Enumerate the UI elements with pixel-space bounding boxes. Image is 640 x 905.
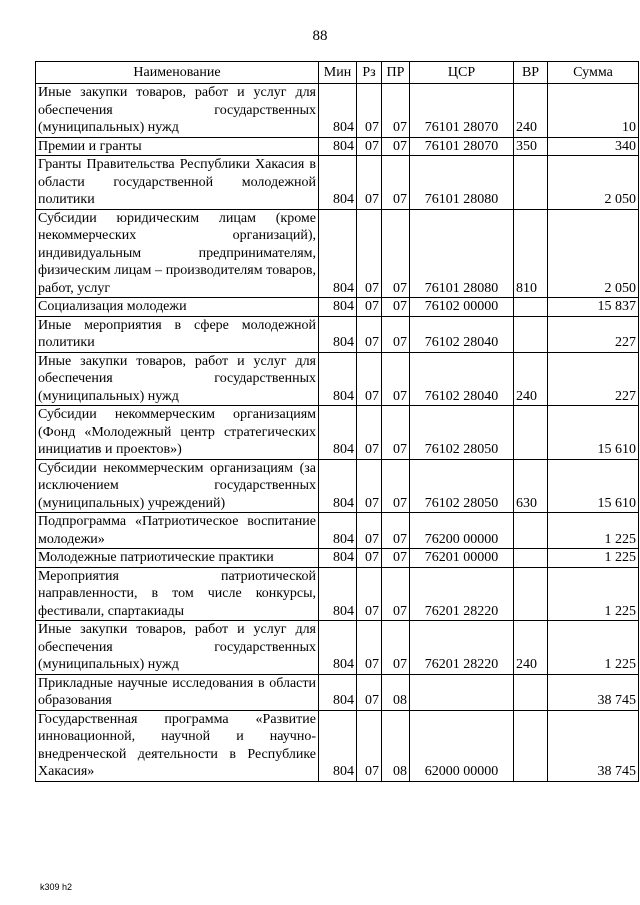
cell-csr: 76102 28050: [410, 459, 514, 513]
cell-name: Премии и гранты: [36, 137, 319, 156]
cell-min: 804: [319, 567, 357, 621]
page-number: 88: [312, 28, 328, 44]
table-row: [36, 352, 639, 406]
cell-csr: 76101 28070: [410, 137, 514, 156]
cell-pr: 07: [382, 316, 410, 352]
cell-pr: 07: [382, 137, 410, 156]
cell-pr: 07: [382, 513, 410, 549]
cell-pr: 07: [382, 84, 410, 138]
cell-vr: [514, 406, 548, 460]
cell-rz: 07: [357, 406, 382, 460]
header-rz: Рз: [357, 62, 382, 84]
cell-rz: 07: [357, 137, 382, 156]
cell-name: Иные закупки товаров, работ и услуг для обеспечения государственных (муниципальных) нужд: [36, 84, 319, 138]
table-row: [36, 674, 639, 710]
table-row: [36, 137, 639, 156]
table-row: [36, 567, 639, 621]
table-row: [36, 156, 639, 210]
cell-vr: 240: [514, 352, 548, 406]
cell-min: 804: [319, 209, 357, 298]
cell-csr: 62000 00000: [410, 710, 514, 781]
cell-sum: 15 610: [548, 459, 639, 513]
cell-rz: 07: [357, 549, 382, 568]
cell-min: 804: [319, 298, 357, 317]
cell-min: 804: [319, 316, 357, 352]
cell-csr: 76200 00000: [410, 513, 514, 549]
cell-rz: 07: [357, 352, 382, 406]
cell-sum: 15 610: [548, 406, 639, 460]
cell-rz: 07: [357, 209, 382, 298]
cell-csr: 76201 28220: [410, 567, 514, 621]
cell-rz: 07: [357, 567, 382, 621]
footer-code: k309 h2: [40, 882, 73, 892]
cell-vr: 810: [514, 209, 548, 298]
table-row: [36, 459, 639, 513]
cell-min: 804: [319, 84, 357, 138]
cell-rz: 07: [357, 459, 382, 513]
cell-vr: [514, 567, 548, 621]
cell-sum: 2 050: [548, 156, 639, 210]
cell-sum: 227: [548, 316, 639, 352]
cell-vr: [514, 316, 548, 352]
cell-pr: 07: [382, 298, 410, 317]
header-vr: ВР: [514, 62, 548, 84]
table-row: [36, 406, 639, 460]
cell-pr: 08: [382, 710, 410, 781]
header-sum: Сумма: [548, 62, 639, 84]
cell-rz: 07: [357, 298, 382, 317]
table-row: [36, 549, 639, 568]
cell-vr: [514, 298, 548, 317]
cell-sum: 1 225: [548, 513, 639, 549]
cell-vr: 630: [514, 459, 548, 513]
cell-name: Иные закупки товаров, работ и услуг для обеспечения государственных (муниципальных) нужд: [36, 621, 319, 675]
cell-csr: 76101 28080: [410, 156, 514, 210]
cell-rz: 07: [357, 84, 382, 138]
cell-min: 804: [319, 549, 357, 568]
cell-pr: 07: [382, 156, 410, 210]
table-body: [36, 84, 639, 782]
cell-vr: [514, 513, 548, 549]
cell-vr: [514, 674, 548, 710]
table-row: [36, 513, 639, 549]
header-csr: ЦСР: [410, 62, 514, 84]
header-min: Мин: [319, 62, 357, 84]
cell-name: Прикладные научные исследования в области образования: [36, 674, 319, 710]
cell-min: 804: [319, 156, 357, 210]
cell-min: 804: [319, 137, 357, 156]
cell-rz: 07: [357, 156, 382, 210]
cell-name: Субсидии некоммерческим организациям (Фонд «Молодежный центр стратегических инициатив и проектов»): [36, 406, 319, 460]
table-row: [36, 710, 639, 781]
cell-name: Социализация молодежи: [36, 298, 319, 317]
cell-csr: 76101 28070: [410, 84, 514, 138]
cell-pr: 07: [382, 567, 410, 621]
cell-vr: 350: [514, 137, 548, 156]
cell-name: Подпрограмма «Патриотическое воспитание молодежи»: [36, 513, 319, 549]
cell-name: Гранты Правительства Республики Хакасия в области государственной молодежной политики: [36, 156, 319, 210]
cell-vr: [514, 710, 548, 781]
cell-pr: 08: [382, 674, 410, 710]
cell-pr: 07: [382, 621, 410, 675]
cell-rz: 07: [357, 621, 382, 675]
cell-vr: 240: [514, 621, 548, 675]
cell-csr: 76102 28050: [410, 406, 514, 460]
cell-name: Иные мероприятия в сфере молодежной политики: [36, 316, 319, 352]
cell-sum: 1 225: [548, 621, 639, 675]
cell-sum: 1 225: [548, 567, 639, 621]
cell-name: Мероприятия патриотической направленности, в том числе конкурсы, фестивали, спартакиады: [36, 567, 319, 621]
cell-min: 804: [319, 406, 357, 460]
cell-csr: 76102 00000: [410, 298, 514, 317]
cell-min: 804: [319, 513, 357, 549]
cell-vr: 240: [514, 84, 548, 138]
cell-csr: 76201 28220: [410, 621, 514, 675]
cell-csr: 76101 28080: [410, 209, 514, 298]
header-name: Наименование: [36, 62, 319, 84]
cell-pr: 07: [382, 549, 410, 568]
cell-min: 804: [319, 674, 357, 710]
cell-sum: 38 745: [548, 674, 639, 710]
cell-rz: 07: [357, 513, 382, 549]
cell-name: Иные закупки товаров, работ и услуг для обеспечения государственных (муниципальных) нужд: [36, 352, 319, 406]
cell-min: 804: [319, 459, 357, 513]
cell-csr: [410, 674, 514, 710]
cell-pr: 07: [382, 459, 410, 513]
cell-csr: 76102 28040: [410, 316, 514, 352]
cell-rz: 07: [357, 710, 382, 781]
cell-name: Субсидии некоммерческим организациям (за исключением государственных (муниципальных) учреждений): [36, 459, 319, 513]
cell-sum: 340: [548, 137, 639, 156]
cell-sum: 38 745: [548, 710, 639, 781]
table-row: [36, 84, 639, 138]
cell-sum: 227: [548, 352, 639, 406]
cell-name: Молодежные патриотические практики: [36, 549, 319, 568]
table-row: [36, 316, 639, 352]
cell-vr: [514, 156, 548, 210]
cell-sum: 10: [548, 84, 639, 138]
cell-pr: 07: [382, 352, 410, 406]
budget-table: [35, 61, 639, 782]
cell-sum: 15 837: [548, 298, 639, 317]
cell-min: 804: [319, 710, 357, 781]
table-header-row: [36, 62, 639, 84]
cell-name: Субсидии юридическим лицам (кроме некоммерческих организаций), индивидуальным предпринимателям, физическим лицам – производителям товаров, работ, услуг: [36, 209, 319, 298]
cell-min: 804: [319, 621, 357, 675]
table-row: [36, 298, 639, 317]
cell-csr: 76201 00000: [410, 549, 514, 568]
cell-sum: 1 225: [548, 549, 639, 568]
header-pr: ПР: [382, 62, 410, 84]
table-row: [36, 621, 639, 675]
cell-rz: 07: [357, 674, 382, 710]
cell-vr: [514, 549, 548, 568]
cell-min: 804: [319, 352, 357, 406]
table-row: [36, 209, 639, 298]
cell-pr: 07: [382, 209, 410, 298]
cell-pr: 07: [382, 406, 410, 460]
cell-rz: 07: [357, 316, 382, 352]
cell-name: Государственная программа «Развитие инновационной, научной и научно-внедренческой деятельности в Республике Хакасия»: [36, 710, 319, 781]
cell-sum: 2 050: [548, 209, 639, 298]
cell-csr: 76102 28040: [410, 352, 514, 406]
